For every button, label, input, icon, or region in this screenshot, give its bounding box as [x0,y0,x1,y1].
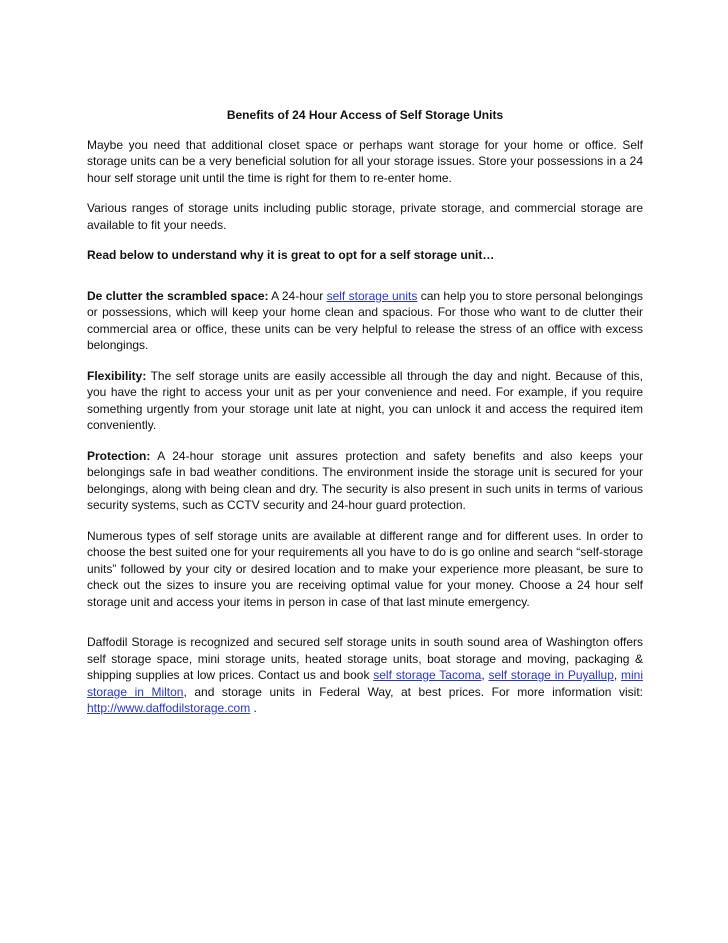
declutter-paragraph [87,288,643,354]
flexibility-paragraph [87,368,643,434]
closing-separator-2: , [613,668,621,682]
declutter-heading: De clutter the scrambled space: [87,288,269,303]
document-page [87,107,643,731]
closing-text-3: . [250,701,257,715]
protection-heading: Protection: [87,448,151,463]
numerous-paragraph: Numerous types of self storage units are available at different range and for different uses. In order to choose the best suited one for your requirements all you have to do is go online and search “self-storage units” followed by your city or desired location and to make your experience more pleasant, be sure to check out the sizes to insure you are receiving optimal value for your money. Choose a 24 hour self storage unit and access your items in person in case of that last minute emergency. [87,528,643,609]
daffodil-website-link[interactable]: http://www.daffodilstorage.com [87,701,251,715]
lead-paragraph: Read below to understand why it is great to opt for a self storage unit… [87,248,495,262]
closing-paragraph [87,634,643,717]
flexibility-heading: Flexibility: [87,368,147,383]
protection-paragraph [87,448,643,514]
document-title: Benefits of 24 Hour Access of Self Storage Units [226,108,504,122]
self-storage-puyallup-link[interactable]: self storage in Puyallup [488,668,614,682]
closing-text-1: Daffodil Storage is recognized and secured self storage units in south sound area of Washington offers self storage space, mini storage units, heated storage units, boat storage and moving, packaging & shipping supplies at low prices. Contact us and book [87,635,643,682]
declutter-text-start: A 24-hour [268,288,327,303]
closing-separator-1: , [481,668,489,682]
closing-text-2: , and storage units in Federal Way, at best prices. For more information visit: [183,684,643,699]
intro-paragraph-1: Maybe you need that additional closet space or perhaps want storage for your home or office. Self storage units can be a very beneficial solution for all your storage issues. Store your possessions in a 24 hour self storage unit until the time is right for them to re-enter home. [87,137,643,185]
intro-paragraph-2: Various ranges of storage units including public storage, private storage, and commercial storage are available to fit your needs. [87,201,643,232]
self-storage-tacoma-link[interactable]: self storage Tacoma [373,668,482,682]
flexibility-text: The self storage units are easily accessible all through the day and night. Because of this, you have the right to access your unit as per your convenience and need. For example, if you require something urgently from your storage unit late at night, you can unlock it and access the required item conveniently. [87,368,643,432]
self-storage-units-link[interactable]: self storage units [326,288,418,303]
declutter-text-end: can help you to store personal belongings or possessions, which will keep your home clean and spacious. For those who want to de clutter their commercial area or office, these units can be very helpful to release the stress of an office with excess belongings. [87,288,643,352]
protection-text: A 24-hour storage unit assures protection and safety benefits and also keeps your belongings safe in bad weather conditions. The environment inside the storage unit is secured for your belongings, along with being clean and dry. The security is also present in such units in terms of various security systems, such as CCTV security and 24-hour guard protection. [87,448,643,512]
mini-storage-milton-link[interactable]: mini storage in Milton [87,668,644,699]
